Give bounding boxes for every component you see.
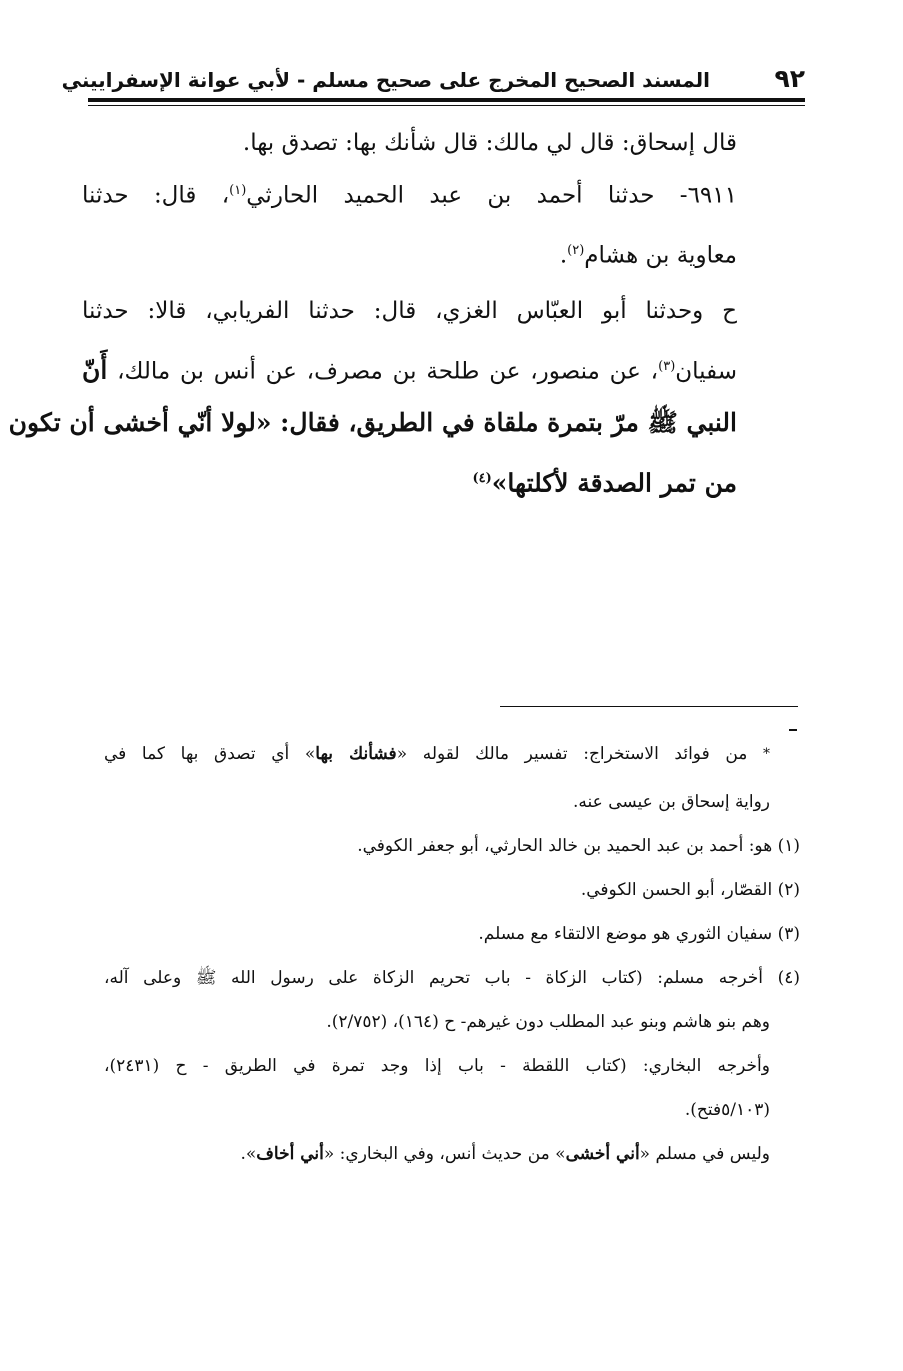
hadith-text-line: النبي ﷺ مرّ بتمرة ملقاة في الطريق، فقال: «لولا أنّي أخشى أن تكون xyxy=(8,408,737,437)
footnotes xyxy=(104,742,800,1186)
body-line: قال إسحاق: قال لي مالك: قال شأنك بها: تصدق بها. xyxy=(242,130,737,156)
footnote-line: وليس في مسلم «أني أخشى» من حديث أنس، وفي البخاري: «أني أخاف». xyxy=(240,1144,770,1164)
main-text xyxy=(8,128,738,520)
header-rule-thick xyxy=(88,98,805,102)
footnote-ref[interactable]: (٢) xyxy=(567,243,585,258)
footnote-ref[interactable]: (٣) xyxy=(658,359,676,374)
body-line: ح وحدثنا أبو العبّاس الغزي، قال: حدثنا الفريابي، قالا: حدثنا xyxy=(82,298,737,324)
footnote-4: (٤) أخرجه مسلم: (كتاب الزكاة - باب تحريم الزكاة على رسول الله ﷺ وعلى آله، xyxy=(104,968,800,988)
body-line: سفيان$^{(٣)}$، عن منصور، عن طلحة بن مصرف، عن أنس بن مالك، أَنّ xyxy=(82,355,738,385)
running-title: المسند الصحيح المخرج على صحيح مسلم - لأبي عوانة الإسفراييني xyxy=(61,68,710,92)
footnote-1: (١) هو: أحمد بن عبد الحميد بن خالد الحارثي، أبو جعفر الكوفي. xyxy=(357,836,800,856)
footnote-dash xyxy=(789,729,797,731)
footnote-line: رواية إسحاق بن عيسى عنه. xyxy=(573,792,770,812)
footnote-star: * من فوائد الاستخراج: تفسير مالك لقوله «فشأنك بها» أي تصدق بها كما في xyxy=(104,744,770,764)
header-rule-thin xyxy=(88,105,805,106)
page-number: ٩٢ xyxy=(774,64,805,93)
footnote-separator xyxy=(500,706,798,707)
footnote-line: وهم بنو هاشم وبنو عبد المطلب دون غيرهم- ح (١٦٤)، (٢/٧٥٢). xyxy=(326,1012,770,1032)
footnote-2: (٢) القصّار، أبو الحسن الكوفي. xyxy=(580,880,800,900)
footnote-line: وأخرجه البخاري: (كتاب اللقطة - باب إذا وجد تمرة في الطريق - ح (٢٤٣١)، xyxy=(104,1056,770,1076)
footnote-line: (٥/١٠٣فتح). xyxy=(684,1100,770,1120)
footnote-3: (٣) سفيان الثوري هو موضع الالتقاء مع مسلم. xyxy=(478,924,800,944)
body-line: معاوية بن هشام$^{(٢)}$. xyxy=(559,242,737,269)
hadith-text-line: من تمر الصدقة لأكلتها»$^{(٤)}$ xyxy=(472,468,737,498)
page-header xyxy=(61,62,805,102)
hadith-number-line: ٦٩١١- حدثنا أحمد بن عبد الحميد الحارثي$^{(١)}$، قال: حدثنا xyxy=(82,182,737,209)
footnote-ref[interactable]: (١) xyxy=(229,183,247,198)
footnote-ref[interactable]: (٤) xyxy=(472,471,492,486)
